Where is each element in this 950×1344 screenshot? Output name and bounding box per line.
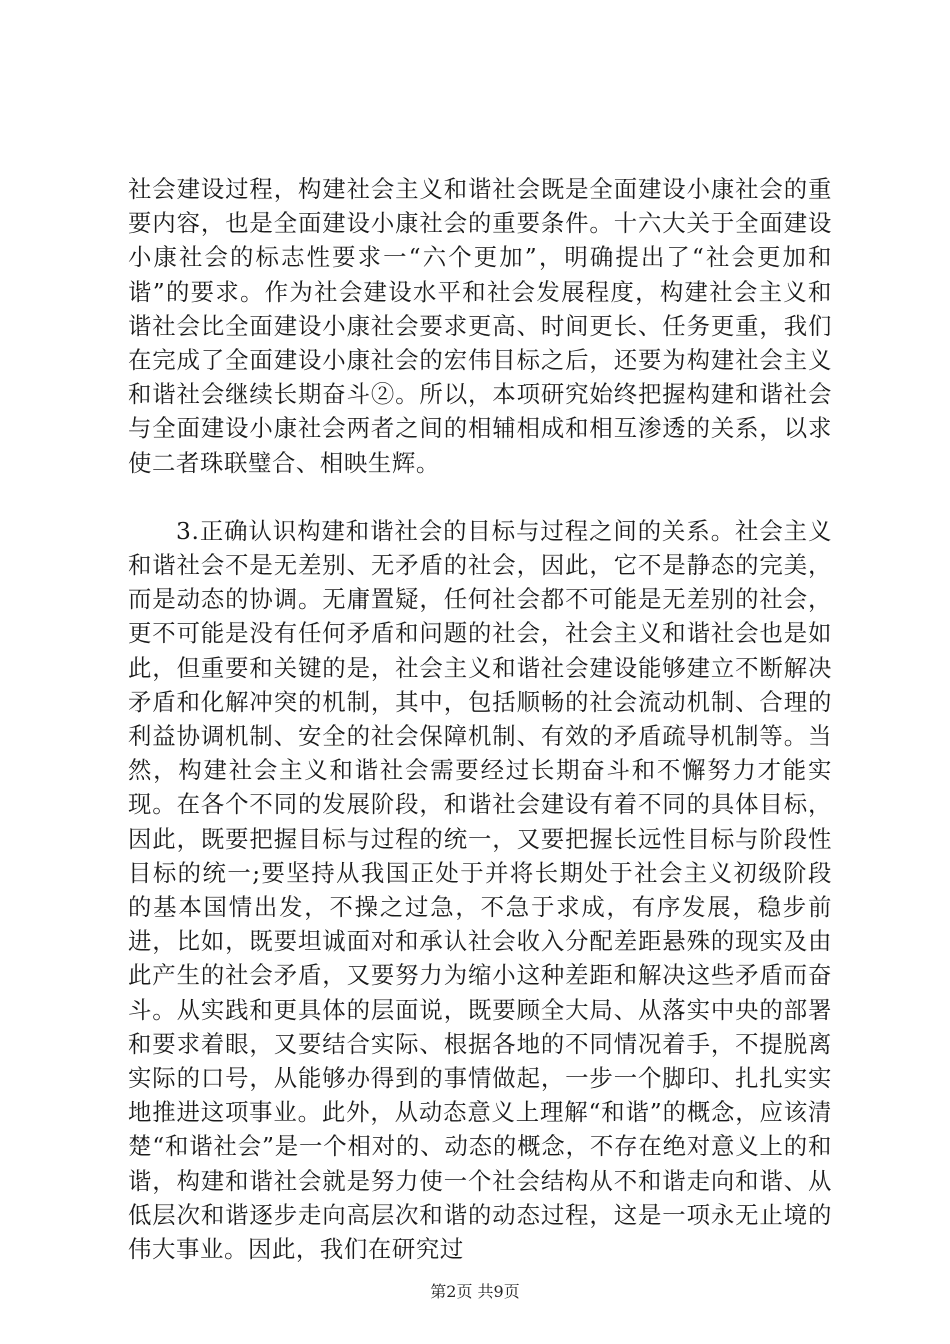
page-number-footer: 第2页 共9页	[430, 1282, 520, 1301]
body-text	[128, 172, 832, 1266]
paragraph-text: 3.正确认识构建和谐社会的目标与过程之间的关系。社会主义和谐社会不是无差别、无矛盾的社会，因此，它不是静态的完美，而是动态的协调。无庸置疑，任何社会都不可能是无差别的社会，更不可能是没有任何矛盾和问题的社会，社会主义和谐社会也是如此，但重要和关键的是，社会主义和谐社会建设能够建立不断解决矛盾和化解冲突的机制，其中，包括顺畅的社会流动机制、合理的利益协调机制、安全的社会保障机制、有效的矛盾疏导机制等。当然，构建社会主义和谐社会需要经过长期奋斗和不懈努力才能实现。在各个不同的发展阶段，和谐社会建设有着不同的具体目标，因此，既要把握目标与过程的统一，又要把握长远性目标与阶段性目标的统一;要坚持从我国正处于并将长期处于社会主义初级阶段的基本国情出发，不操之过急，不急于求成，有序发展，稳步前进，比如，既要坦诚面对和承认社会收入分配差距悬殊的现实及由此产生的社会矛盾，又要努力为缩小这种差距和解决这些矛盾而奋斗。从实践和更具体的层面说，既要顾全大局、从落实中央的部署和要求着眼，又要结合实际、根据各地的不同情况着手，不提脱离实际的口号，从能够办得到的事情做起，一步一个脚印、扎扎实实地推进这项事业。此外，从动态意义上理解“和谐”的概念，应该清楚“和谐社会”是一个相对的、动态的概念，不存在绝对意义上的和谐，构建和谐社会就是努力使一个社会结构从不和谐走向和谐、从低层次和谐逐步走向高层次和谐的动态过程，这是一项永无止境的伟大事业。因此，我们在研究过	[128, 516, 832, 1264]
paragraph-text: 社会建设过程，构建社会主义和谐社会既是全面建设小康社会的重要内容，也是全面建设小康社会的重要条件。十六大关于全面建设小康社会的标志性要求一“六个更加”，明确提出了“社会更加和谐”的要求。作为社会建设水平和社会发展程度，构建社会主义和谐社会比全面建设小康社会要求更高、时间更长、任务更重，我们在完成了全面建设小康社会的宏伟目标之后，还要为构建社会主义和谐社会继续长期奋斗②。所以，本项研究始终把握构建和谐社会与全面建设小康社会两者之间的相辅相成和相互渗透的关系，以求使二者珠联璧合、相映生辉。	[128, 175, 832, 477]
